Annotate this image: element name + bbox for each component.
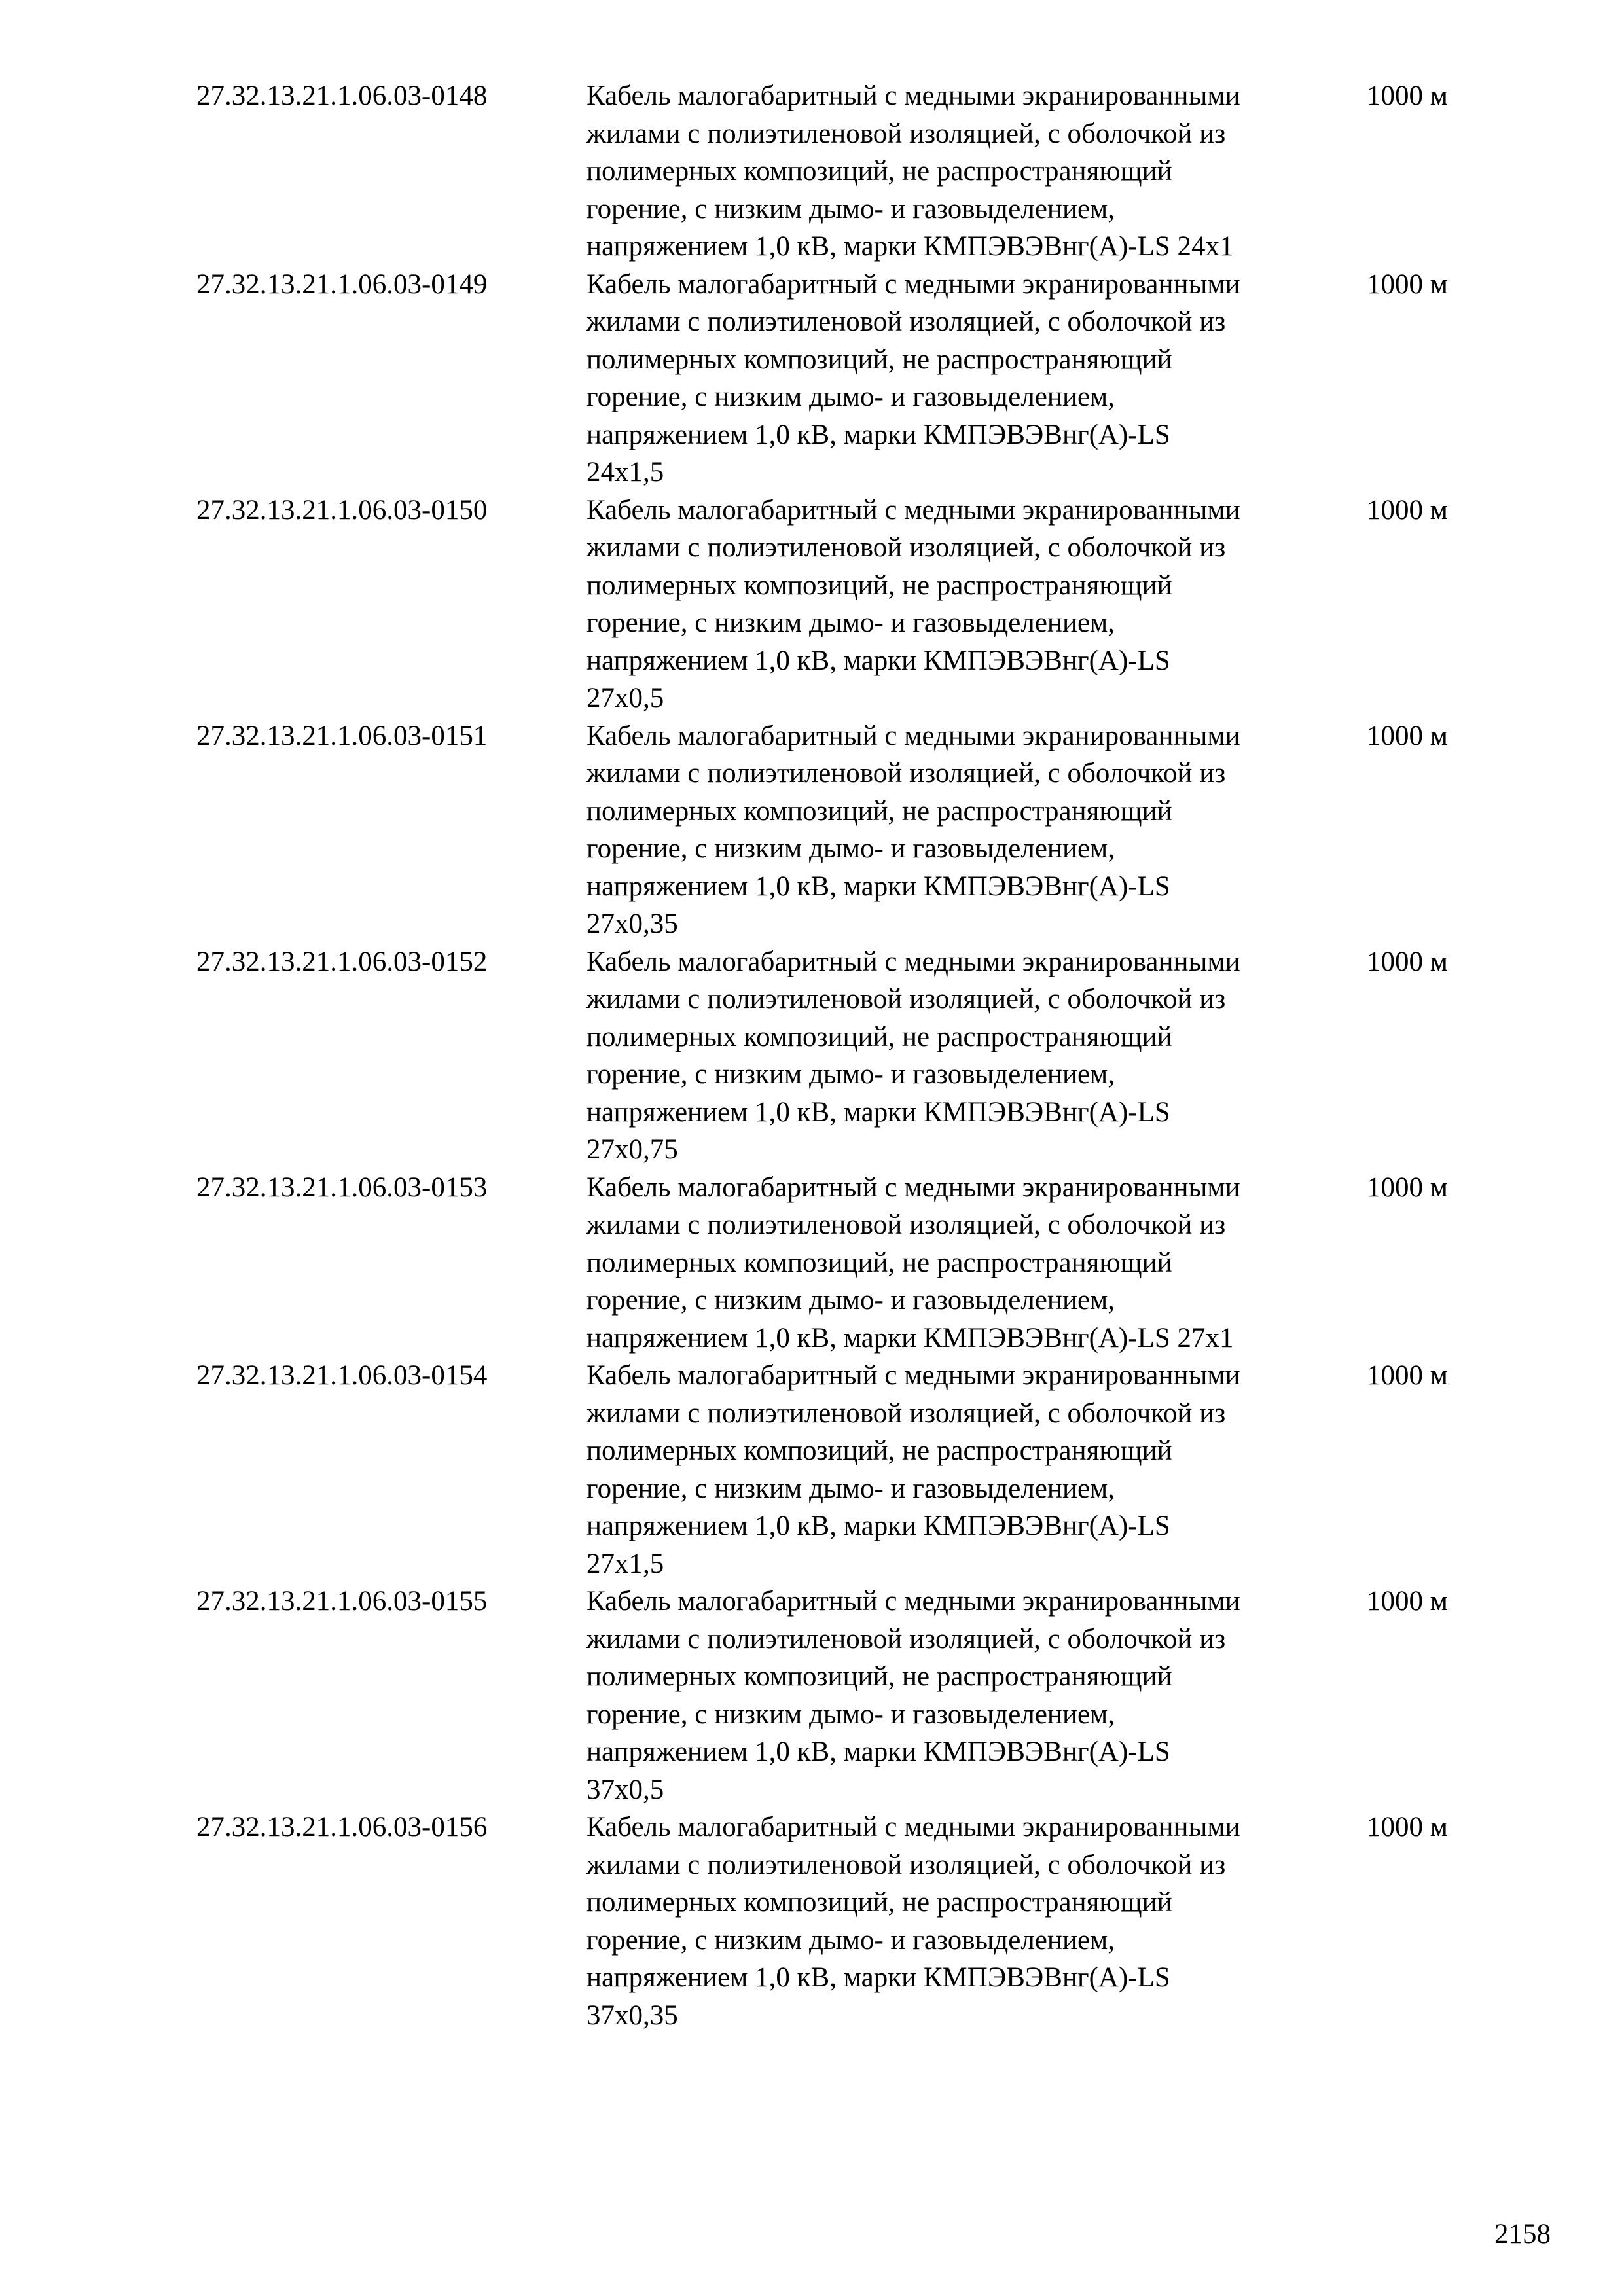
resource-description: Кабель малогабаритный с медными экранированными жилами с полиэтиленовой изоляцией, с оболочкой из полимерных композиций, не распространяющий горение, с низким дымо- и газовыделением, напряжением 1,0 кВ, марки КМПЭВЭВнг(A)-LS 27x0,75 (586, 946, 1240, 1165)
catalog-row (196, 1808, 1466, 2034)
resource-code: 27.32.13.21.1.06.03-0149 (196, 268, 488, 300)
resource-code: 27.32.13.21.1.06.03-0155 (196, 1586, 488, 1617)
resource-description: Кабель малогабаритный с медными экранированными жилами с полиэтиленовой изоляцией, с оболочкой из полимерных композиций, не распространяющий горение, с низким дымо- и газовыделением, напряжением 1,0 кВ, марки КМПЭВЭВнг(A)-LS 24x1 (586, 81, 1240, 262)
page-number: 2158 (1494, 2219, 1551, 2250)
unit-of-measure: 1000 м (1367, 1172, 1448, 1203)
catalog-row (196, 1169, 1466, 1357)
resource-code: 27.32.13.21.1.06.03-0150 (196, 494, 488, 526)
resource-description: Кабель малогабаритный с медными экранированными жилами с полиэтиленовой изоляцией, с оболочкой из полимерных композиций, не распространяющий горение, с низким дымо- и газовыделением, напряжением 1,0 кВ, марки КМПЭВЭВнг(A)-LS 27x1 (586, 1172, 1240, 1354)
resource-code: 27.32.13.21.1.06.03-0151 (196, 720, 488, 751)
catalog-row (196, 266, 1466, 492)
catalog-row (196, 77, 1466, 266)
catalog-row (196, 943, 1466, 1169)
unit-of-measure: 1000 м (1367, 81, 1448, 111)
catalog-row (196, 717, 1466, 943)
unit-of-measure: 1000 м (1367, 1360, 1448, 1391)
catalog-row (196, 492, 1466, 717)
catalog-row (196, 1357, 1466, 1583)
resource-code: 27.32.13.21.1.06.03-0152 (196, 946, 488, 977)
unit-of-measure: 1000 м (1367, 268, 1448, 300)
catalog-row (196, 1583, 1466, 1808)
unit-of-measure: 1000 м (1367, 494, 1448, 526)
resource-description: Кабель малогабаритный с медными экранированными жилами с полиэтиленовой изоляцией, с оболочкой из полимерных композиций, не распространяющий горение, с низким дымо- и газовыделением, напряжением 1,0 кВ, марки КМПЭВЭВнг(A)-LS 27x1,5 (586, 1360, 1240, 1579)
unit-of-measure: 1000 м (1367, 946, 1448, 977)
resource-description: Кабель малогабаритный с медными экранированными жилами с полиэтиленовой изоляцией, с оболочкой из полимерных композиций, не распространяющий горение, с низким дымо- и газовыделением, напряжением 1,0 кВ, марки КМПЭВЭВнг(A)-LS 37x0,5 (586, 1586, 1240, 1805)
resource-description: Кабель малогабаритный с медными экранированными жилами с полиэтиленовой изоляцией, с оболочкой из полимерных композиций, не распространяющий горение, с низким дымо- и газовыделением, напряжением 1,0 кВ, марки КМПЭВЭВнг(A)-LS 37x0,35 (586, 1812, 1240, 2031)
resource-code: 27.32.13.21.1.06.03-0154 (196, 1360, 488, 1391)
catalog-table (196, 77, 1466, 2034)
unit-of-measure: 1000 м (1367, 720, 1448, 751)
resource-description: Кабель малогабаритный с медными экранированными жилами с полиэтиленовой изоляцией, с оболочкой из полимерных композиций, не распространяющий горение, с низким дымо- и газовыделением, напряжением 1,0 кВ, марки КМПЭВЭВнг(A)-LS 27x0,35 (586, 720, 1240, 939)
unit-of-measure: 1000 м (1367, 1812, 1448, 1842)
resource-code: 27.32.13.21.1.06.03-0156 (196, 1812, 488, 1842)
resource-code: 27.32.13.21.1.06.03-0153 (196, 1172, 488, 1203)
resource-description: Кабель малогабаритный с медными экранированными жилами с полиэтиленовой изоляцией, с оболочкой из полимерных композиций, не распространяющий горение, с низким дымо- и газовыделением, напряжением 1,0 кВ, марки КМПЭВЭВнг(A)-LS 27x0,5 (586, 494, 1240, 713)
unit-of-measure: 1000 м (1367, 1586, 1448, 1617)
resource-description: Кабель малогабаритный с медными экранированными жилами с полиэтиленовой изоляцией, с оболочкой из полимерных композиций, не распространяющий горение, с низким дымо- и газовыделением, напряжением 1,0 кВ, марки КМПЭВЭВнг(A)-LS 24x1,5 (586, 268, 1240, 488)
resource-code: 27.32.13.21.1.06.03-0148 (196, 81, 488, 111)
